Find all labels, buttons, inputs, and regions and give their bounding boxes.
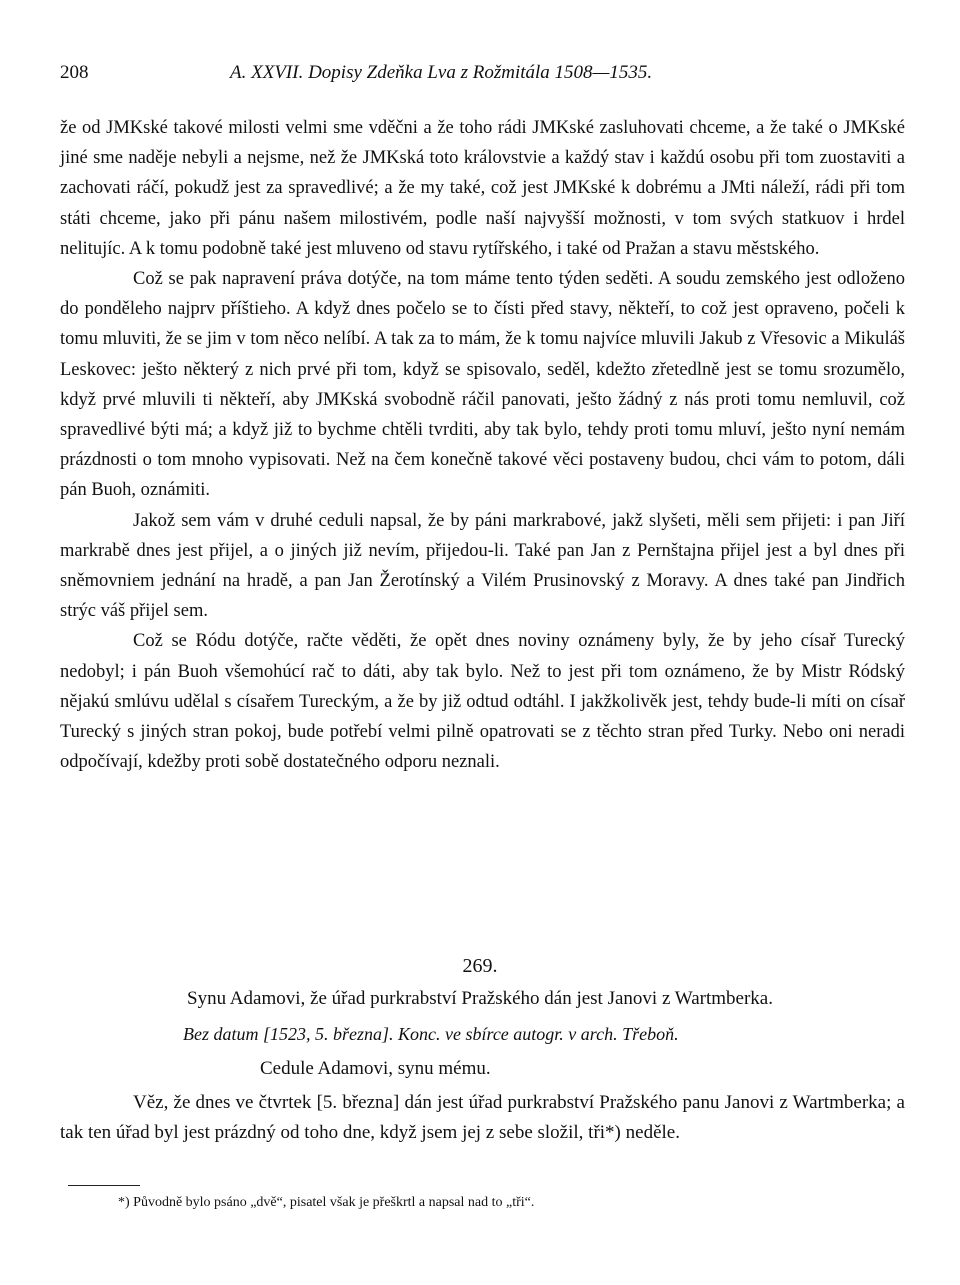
footnote-divider <box>68 1185 140 1186</box>
paragraph: Věz, že dnes ve čtvrtek [5. března] dán jest úřad purkrabství Pražského panu Janovi z Wartmberka; a tak ten úřad byl jest prázdný od toho dne, když jsem jej z sebe složil, tři*) neděle. <box>60 1092 905 1143</box>
paragraph: že od JMKské takové milosti velmi sme vděčni a že toho rádi JMKské zasluhovati chceme, a že také o JMKské jiné sme naděje nebyli a nejsme, než že JMKská toto královstvie a každý stav i každú osobu při tom zuostaviti a zachovati ráčí, pokudž jest za spravedlivé; a že my také, což jest JMKské k dobrému a JMti náleží, rádi při tom státi chceme, jako při pánu našem milostivém, podle naší najvyšší možnosti, v tom svých statkuov i hrdel nelitujíc. A k tomu podobně také jest mluveno od stavu rytířského, i také od Pražan a stavu městského. <box>60 118 905 259</box>
paragraph: Což se pak napravení práva dotýče, na tom máme tento týden seděti. A soudu zemského jest odloženo do ponděleho najprv příštieho. A když dnes počelo se to čísti před stavy, někteří, to což jest opraveno, počeli k tomu mluviti, že se jim v tom něco nelíbí. A tak za to mám, že k tomu najvíce mluvili Jakub z Vřesovic a Mikuláš Leskovec: ješto některý z nich prvé při tom, když se spisovalo, seděl, kdežto zřetedlně jest se tomu srozumělo, když prvé mluvili ti někteří, aby JMKská svobodně ráčil panovati, ješto žádný z nás proti tomu nemluvil, což spravedlivé býti má; a když již to bychme chtěli tvrditi, aby tak bylo, tehdy proti tomu mluví, ješto nyní nemám prázdnosti o tom mnoho vypisovati. Než na čem konečně takové věci postaveny budou, chci vám to potom, dáli pán Buoh, oznámiti. <box>60 269 905 501</box>
letter-source-note: Bez datum [1523, 5. března]. Konc. ve sbírce autogr. v arch. Třeboň. <box>183 1024 679 1044</box>
page-number: 208 <box>60 62 89 83</box>
letter-continuation <box>60 113 905 777</box>
paragraph: Jakož sem vám v druhé ceduli napsal, že by páni markrabové, jakž slyšeti, měli sem přijeti: i pan Jiří markrabě dnes jest přijel, a o jiných již nevím, přijedou-li. Také pan Jan z Pernštajna přijel jest a byl dnes při sněmovniem jednání na hradě, a pan Jan Žerotínský a Vilém Prusinovský z Moravy. A dnes také pan Jindřich strýc váš přijel sem. <box>60 510 905 622</box>
letter-summary: Synu Adamovi, že úřad purkrabství Pražského dán jest Janovi z Wartmberka. <box>187 988 773 1009</box>
page-header <box>60 62 905 92</box>
letter-address: Cedule Adamovi, synu mému. <box>260 1058 491 1079</box>
footnote: *) Původně bylo psáno „dvě“, pisatel však je přeškrtl a napsal nad to „tři“. <box>118 1195 535 1210</box>
paragraph: Což se Ródu dotýče, račte věděti, že opět dnes noviny oznámeny byly, že by jeho císař Turecký nedobyl; i pán Buoh všemohúcí rač to dáti, aby tak bylo. Než to jest při tom oznámeno, že by Mistr Ródský nějakú smlúvu udělal s císařem Tureckým, a že by již odtud odtáhl. I jakžkolivěk jest, tehdy bude-li míti on císař Turecký s jiných stran pokoj, bude potřebí velmi pilně opatrovati se z těchto stran před Turky. Nebo oni neradi odpočívají, kdežby proti sobě dostatečného odporu neznali. <box>60 631 905 773</box>
letter-number: 269. <box>462 955 498 977</box>
running-title: A. XXVII. Dopisy Zdeňka Lva z Rožmitála 1508—1535. <box>230 62 653 83</box>
letter-body <box>60 1088 905 1148</box>
